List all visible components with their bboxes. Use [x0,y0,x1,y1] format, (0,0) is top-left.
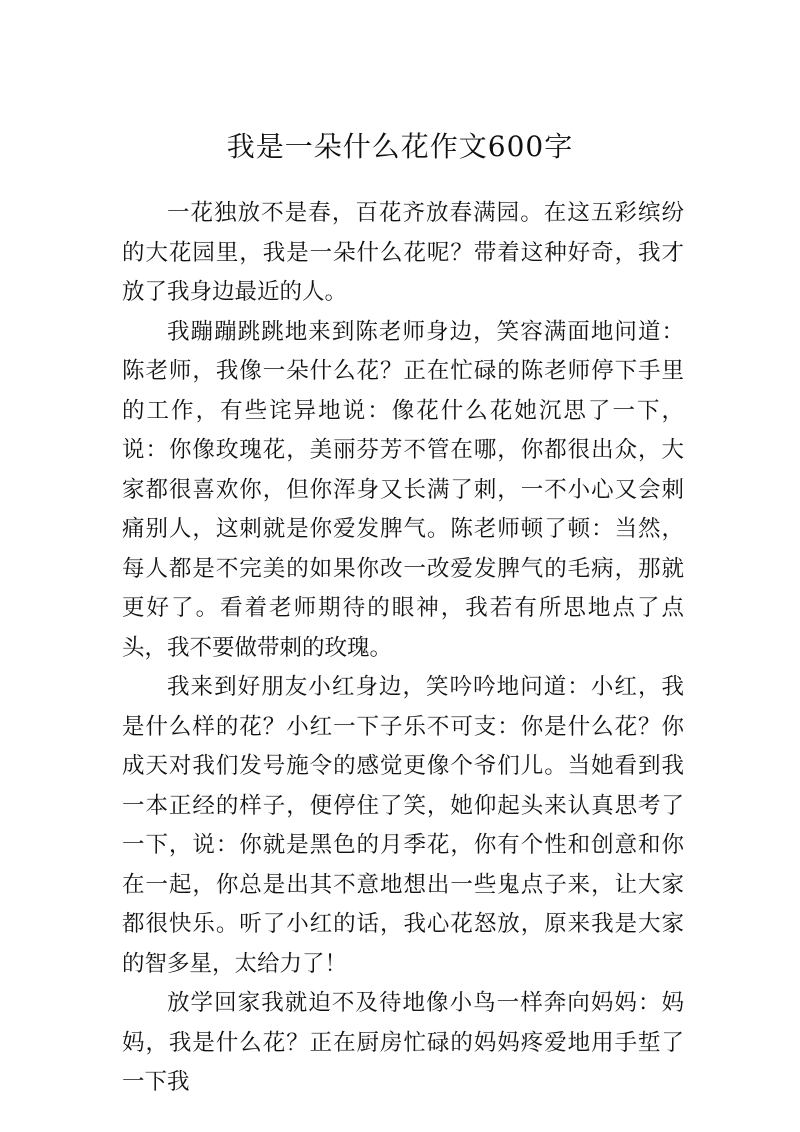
document-body [122,194,684,1103]
paragraph: 我蹦蹦跳跳地来到陈老师身边，笑容满面地问道：陈老师，我像一朵什么花？正在忙碌的陈老师停下手里的工作，有些诧异地说：像花什么花她沉思了一下，说：你像玫瑰花，美丽芬芳不管在哪，你都很出众，大家都很喜欢你，但你浑身又长满了刺，一不小心又会刺痛别人，这刺就是你爱发脾气。陈老师顿了顿：当然，每人都是不完美的如果你改一改爱发脾气的毛病，那就更好了。看着老师期待的眼神，我若有所思地点了点头，我不要做带刺的玫瑰。 [122,318,684,661]
paragraph: 放学回家我就迫不及待地像小鸟一样奔向妈妈：妈妈，我是什么花？正在厨房忙碌的妈妈疼爱地用手埑了一下我 [122,990,684,1095]
paragraph: 一花独放不是春，百花齐放春满园。在这五彩缤纷的大花园里，我是一朵什么花呢？带着这种好奇，我才放了我身边最近的人。 [122,200,684,305]
paragraph: 我来到好朋友小红身边，笑吟吟地问道：小红，我是什么样的花？小红一下子乐不可支：你是什么花？你成天对我们发号施令的感觉更像个爷们儿。当她看到我一本正经的样子，便停住了笑，她仰起头来认真思考了一下，说：你就是黑色的月季花，你有个性和创意和你在一起，你总是出其不意地想出一些鬼点子来，让大家都很快乐。听了小红的话，我心花怒放，原来我是大家的智多星，太给力了！ [122,674,684,977]
document-title: 我是一朵什么花作文600字 [226,130,574,163]
